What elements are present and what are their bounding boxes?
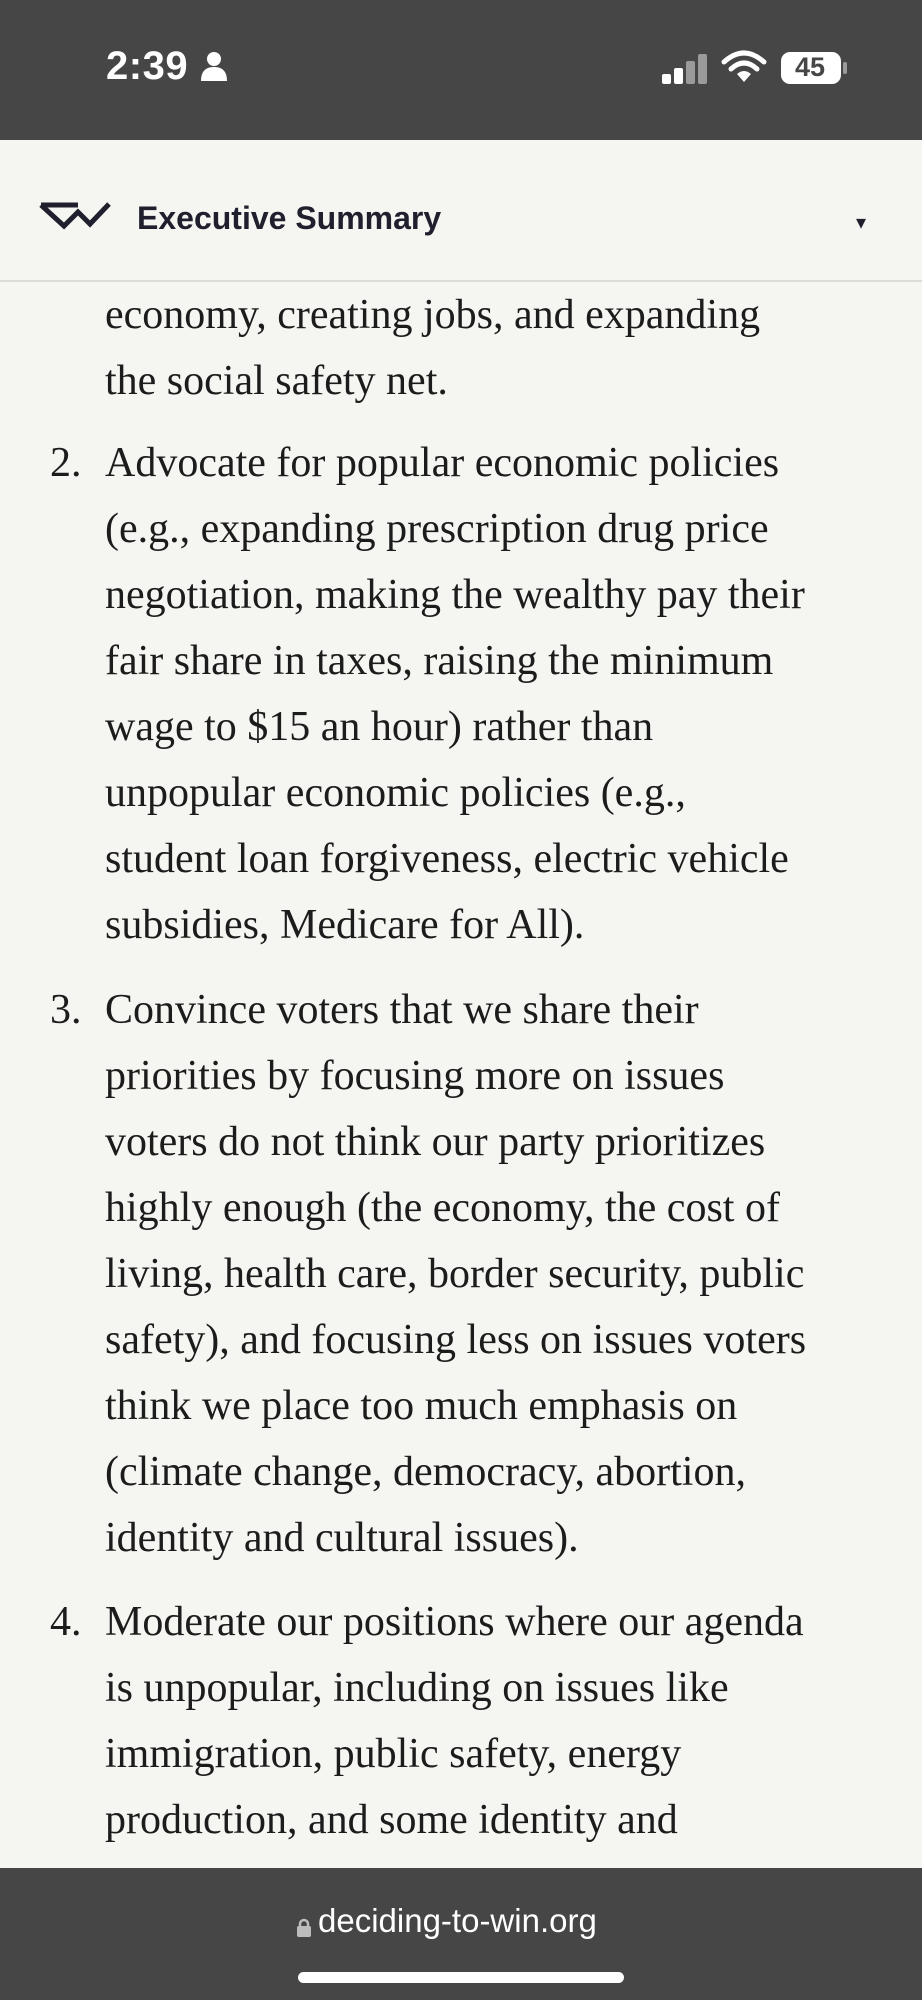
text-line: the social safety net.: [105, 358, 448, 404]
list-item-text: [105, 977, 905, 1571]
text-line: voters do not think our party prioritizes: [105, 1119, 766, 1165]
battery-level: 45: [794, 52, 826, 82]
lock-icon: [296, 1918, 312, 1938]
text-line: safety), and focusing less on issues voters: [105, 1317, 807, 1363]
status-bar: [0, 0, 922, 140]
continuation-paragraph: [105, 282, 905, 414]
text-line: subsidies, Medicare for All).: [105, 902, 585, 948]
text-line: wage to $15 an hour) rather than: [105, 704, 654, 750]
page-title[interactable]: Executive Summary: [137, 200, 442, 236]
list-number: 3.: [50, 987, 82, 1033]
text-line: identity and cultural issues).: [105, 1515, 579, 1561]
site-header: [0, 140, 922, 282]
text-line: highly enough (the economy, the cost of: [105, 1185, 780, 1231]
text-line: economy, creating jobs, and expanding: [105, 292, 761, 338]
url-text[interactable]: deciding-to-win.org: [318, 1902, 597, 1939]
logo-icon[interactable]: [38, 200, 112, 230]
dropdown-icon[interactable]: ▾: [856, 210, 867, 234]
status-time: 2:39: [106, 44, 189, 88]
text-line: student loan forgiveness, electric vehicle: [105, 836, 789, 882]
text-line: unpopular economic policies (e.g.,: [105, 770, 686, 816]
article-content: [0, 282, 922, 1870]
text-line: Convince voters that we share their: [105, 987, 699, 1033]
text-line: Advocate for popular economic policies: [105, 440, 780, 486]
wifi-icon: [722, 50, 766, 84]
browser-url-bar[interactable]: [0, 1868, 922, 2000]
home-indicator[interactable]: [298, 1972, 624, 1983]
person-icon: [200, 50, 228, 82]
signal-icon: [660, 54, 710, 84]
text-line: living, health care, border security, public: [105, 1251, 805, 1297]
text-line: (climate change, democracy, abortion,: [105, 1449, 746, 1495]
text-line: Moderate our positions where our agenda: [105, 1599, 804, 1645]
text-line: fair share in taxes, raising the minimum: [105, 638, 774, 684]
text-line: (e.g., expanding prescription drug price: [105, 506, 769, 552]
list-number: 4.: [50, 1599, 82, 1645]
text-line: think we place too much emphasis on: [105, 1383, 738, 1429]
list-number: 2.: [50, 440, 82, 486]
text-line: is unpopular, including on issues like: [105, 1665, 729, 1711]
text-line: negotiation, making the wealthy pay their: [105, 572, 805, 618]
text-line: priorities by focusing more on issues: [105, 1053, 725, 1099]
text-line: production, and some identity and: [105, 1797, 678, 1843]
text-line: immigration, public safety, energy: [105, 1731, 682, 1777]
list-item-text: [105, 430, 905, 958]
